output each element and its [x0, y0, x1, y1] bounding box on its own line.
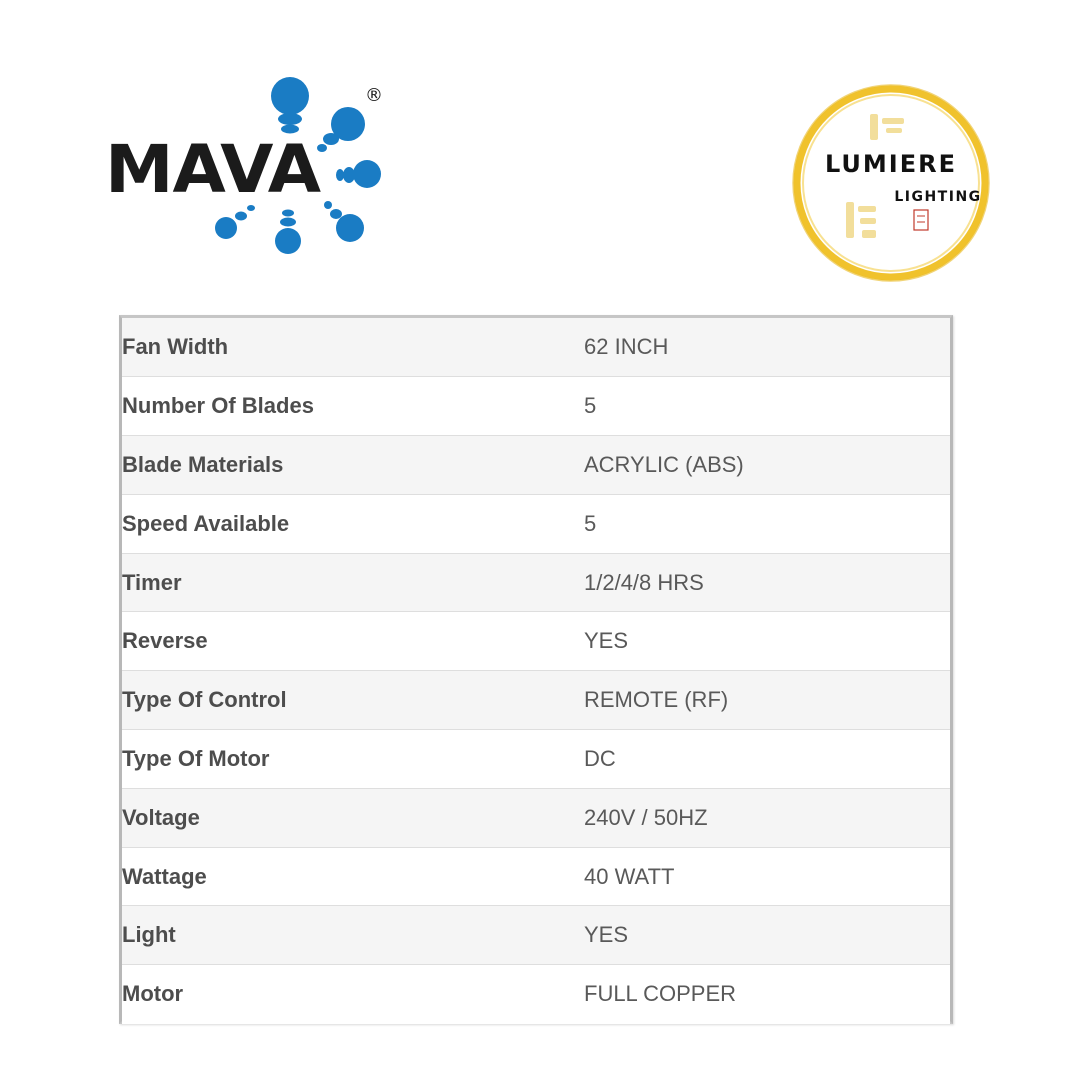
spec-label: Voltage: [122, 788, 584, 847]
svg-text:®: ®: [365, 85, 383, 106]
table-row: [122, 730, 950, 789]
table-row: [122, 553, 950, 612]
table-row: [122, 377, 950, 436]
spec-value: 62 INCH: [584, 318, 950, 377]
spec-value: DC: [584, 730, 950, 789]
spec-label: Number Of Blades: [122, 377, 584, 436]
mava-logo: [100, 68, 390, 263]
spec-value: YES: [584, 906, 950, 965]
svg-text:LUMIERE: LUMIERE: [824, 150, 958, 178]
table-row: [122, 612, 950, 671]
spec-label: Speed Available: [122, 494, 584, 553]
spec-label: Light: [122, 906, 584, 965]
spec-label: Reverse: [122, 612, 584, 671]
table-row: [122, 671, 950, 730]
spec-table: [122, 318, 950, 1024]
spec-label: Motor: [122, 981, 184, 1007]
spec-value: 5: [584, 494, 950, 553]
spec-label: Fan Width: [122, 318, 584, 377]
spec-label: Timer: [122, 553, 584, 612]
spec-value: 1/2/4/8 HRS: [584, 553, 950, 612]
spec-value: 240V / 50HZ: [584, 788, 950, 847]
spec-value: 5: [584, 377, 950, 436]
table-row: [122, 906, 950, 965]
spec-value: ACRYLIC (ABS): [584, 436, 950, 495]
svg-text:LIGHTING: LIGHTING: [894, 189, 982, 205]
spec-value: 40 WATT: [584, 847, 950, 906]
spec-value: FULL COPPER: [584, 981, 737, 1007]
spec-label: Type Of Motor: [122, 730, 584, 789]
lumiere-lighting-logo: [788, 80, 994, 286]
svg-text:MAVA: MAVA: [105, 131, 321, 208]
table-row: [122, 318, 950, 377]
spec-table-container: [119, 315, 953, 1024]
spec-label: Blade Materials: [122, 436, 584, 495]
table-row: [122, 847, 950, 906]
spec-value: REMOTE (RF): [584, 671, 950, 730]
table-row: [122, 788, 950, 847]
table-row: [122, 965, 950, 1024]
spec-label: Type Of Control: [122, 671, 584, 730]
table-row: [122, 436, 950, 495]
spec-label: Wattage: [122, 847, 584, 906]
spec-value: YES: [584, 612, 950, 671]
table-row: [122, 494, 950, 553]
